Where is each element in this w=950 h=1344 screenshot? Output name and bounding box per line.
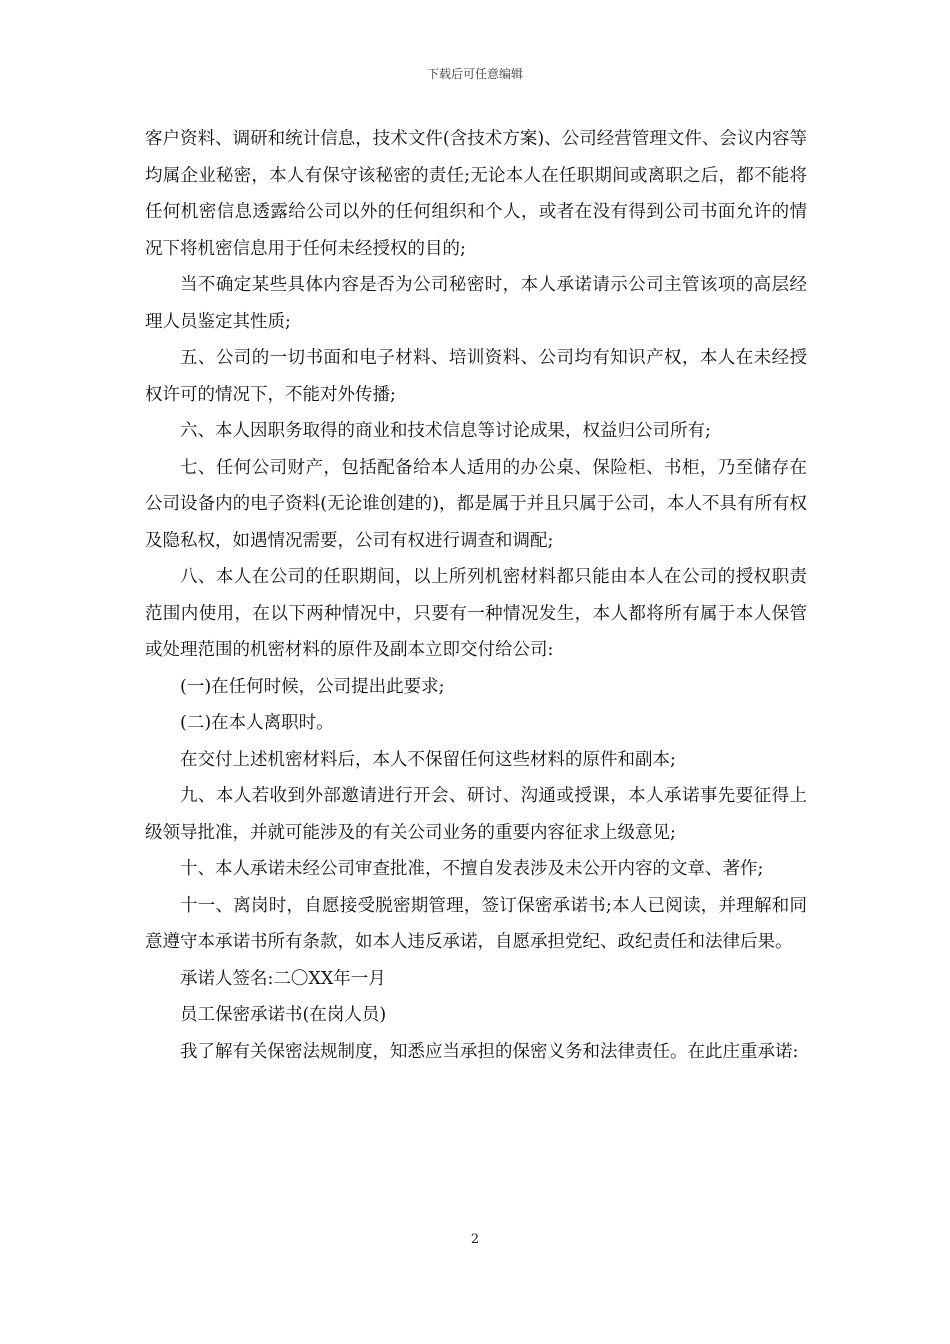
page-number: 2: [470, 1232, 480, 1247]
paragraph-item-nine: 九、本人若收到外部邀请进行开会、研讨、沟通或授课，本人承诺事先要征得上级领导批准，并就可能涉及的有关公司业务的重要内容征求上级意见;: [145, 786, 807, 843]
paragraph-item-six: 六、本人因职务取得的商业和技术信息等讨论成果，权益归公司所有;: [180, 421, 711, 441]
paragraph-item-eleven: 十一、离岗时，自愿接受脱密期管理，签订保密承诺书;本人已阅读，并理解和同意遵守本承诺书所有条款，如本人违反承诺，自愿承担党纪、政纪责任和法律后果。: [145, 895, 807, 952]
section-title: 员工保密承诺书(在岗人员): [180, 1005, 387, 1025]
paragraph-item-ten: 十、本人承诺未经公司审查批准，不擅自发表涉及未公开内容的文章、著作;: [180, 859, 764, 879]
paragraph-item-eight: 八、本人在公司的任职期间，以上所列机密材料都只能由本人在公司的授权职责范围内使用，在以下两种情况中，只要有一种情况发生，本人都将所有属于本人保管或处理范围的机密材料的原件及副本立即交付给公司:: [145, 567, 807, 660]
paragraph-sub-item-one: (一)在任何时候，公司提出此要求;: [180, 676, 445, 697]
paragraph-item-seven: 七、任何公司财产，包括配备给本人适用的办公桌、保险柜、书柜，乃至储存在公司设备内的电子资料(无论谁创建的)，都是属于并且只属于公司，本人不具有所有权及隐私权，如遇情况需要，公司有权进行调查和调配;: [145, 457, 807, 551]
paragraph-commitment-intro: 我了解有关保密法规制度，知悉应当承担的保密义务和法律责任。在此庄重承诺:: [180, 1041, 799, 1062]
paragraph-uncertain-content: 当不确定某些具体内容是否为公司秘密时，本人承诺请示公司主管该项的高层经理人员鉴定其性质;: [145, 275, 807, 332]
paragraph-item-five: 五、公司的一切书面和电子材料、培训资料、公司均有知识产权，本人在未经授权许可的情况下，不能对外传播;: [145, 348, 807, 405]
document-body: [145, 121, 807, 1070]
paragraph-continued-secrets: 客户资料、调研和统计信息，技术文件(含技术方案)、公司经营管理文件、会议内容等均属企业秘密，本人有保守该秘密的责任;无论本人在任职期间或离职之后，都不能将任何机密信息透露给公司以外的任何组织和个人，或者在没有得到公司书面允许的情况下将机密信息用于任何未经授权的目的;: [145, 129, 807, 259]
paragraph-after-delivery: 在交付上述机密材料后，本人不保留任何这些材料的原件和副本;: [180, 749, 676, 770]
page-header: 下载后可任意编辑: [426, 67, 523, 81]
signature-line: 承诺人签名:二〇XX年一月: [180, 968, 386, 989]
paragraph-sub-item-two: (二)在本人离职时。: [180, 713, 334, 733]
